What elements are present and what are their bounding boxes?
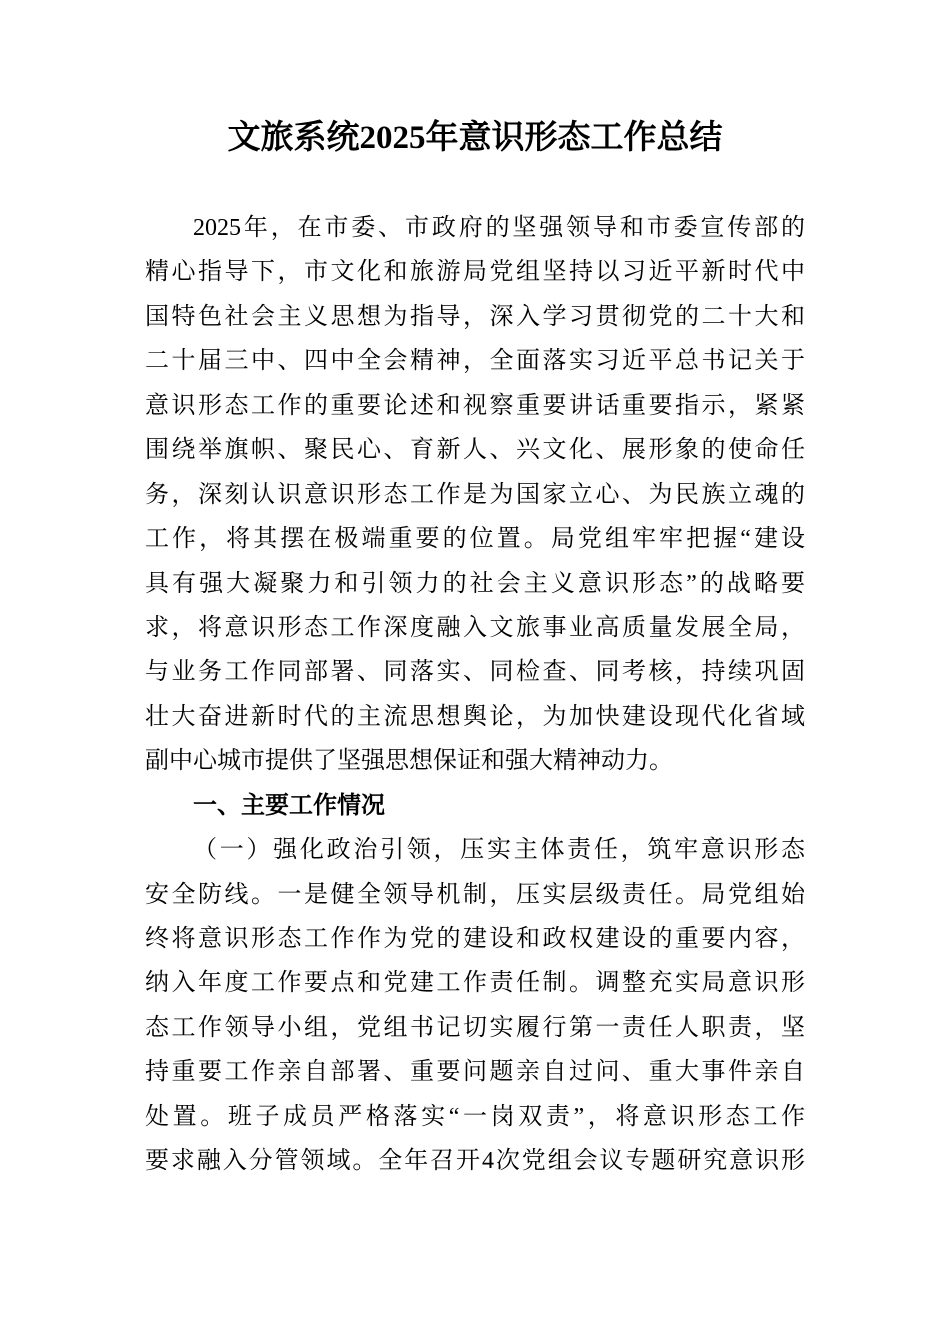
text-line: 2025年，在市委、市政府的坚强领导和市委宣传部的 — [193, 215, 805, 241]
text-line: 围绕举旗帜、聚民心、育新人、兴文化、展形象的使命任 — [145, 437, 805, 464]
text-line: 精心指导下，市文化和旅游局党组坚持以习近平新时代中 — [145, 259, 805, 286]
text-line: 纳入年度工作要点和党建工作责任制。调整充实局意识形 — [145, 970, 805, 997]
document-body — [145, 206, 805, 1184]
section-heading: 一、主要工作情况 — [193, 791, 385, 819]
text-line: 副中心城市提供了坚强思想保证和强大精神动力。 — [145, 748, 673, 775]
text-line: 求，将意识形态工作深度融入文旅事业高质量发展全局， — [145, 614, 805, 641]
text-line: 持重要工作亲自部署、重要问题亲自过问、重大事件亲自 — [145, 1059, 805, 1086]
text-line: 具有强大凝聚力和引领力的社会主义意识形态”的战略要 — [145, 570, 805, 597]
section-paragraph — [145, 828, 805, 1184]
text-line: 意识形态工作的重要论述和视察重要讲话重要指示，紧紧 — [145, 392, 805, 419]
text-line: 安全防线。一是健全领导机制，压实层级责任。局党组始 — [145, 881, 805, 908]
text-line: 终将意识形态工作作为党的建设和政权建设的重要内容， — [145, 926, 805, 952]
text-line: （一）强化政治引领，压实主体责任，筑牢意识形态 — [193, 837, 805, 864]
text-line: 处置。班子成员严格落实“一岗双责”，将意识形态工作 — [145, 1103, 805, 1130]
text-line: 壮大奋进新时代的主流思想舆论，为加快建设现代化省域 — [145, 703, 805, 730]
text-line: 工作，将其摆在极端重要的位置。局党组牢牢把握“建设 — [145, 526, 805, 553]
intro-paragraph — [145, 206, 805, 784]
text-line: 与业务工作同部署、同落实、同检查、同考核，持续巩固 — [145, 659, 805, 686]
text-line: 二十届三中、四中全会精神，全面落实习近平总书记关于 — [145, 348, 805, 375]
text-line: 要求融入分管领域。全年召开4次党组会议专题研究意识形 — [145, 1148, 805, 1175]
document-title: 文旅系统2025年意识形态工作总结 — [227, 120, 723, 156]
text-line: 国特色社会主义思想为指导，深入学习贯彻党的二十大和 — [145, 303, 805, 330]
text-line: 态工作领导小组，党组书记切实履行第一责任人职责，坚 — [145, 1014, 805, 1041]
text-line: 务，深刻认识意识形态工作是为国家立心、为民族立魂的 — [145, 481, 805, 508]
